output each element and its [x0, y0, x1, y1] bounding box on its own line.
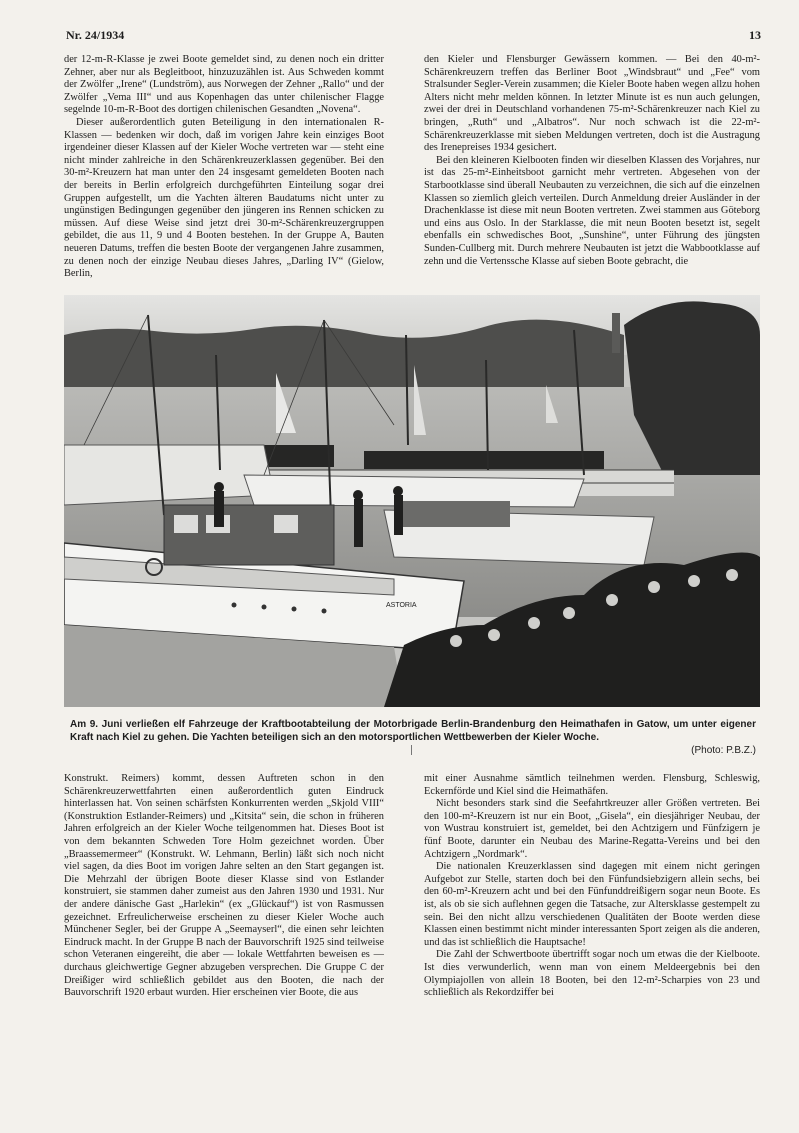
photo-caption	[70, 718, 756, 757]
photo-credit: (Photo: P.B.Z.)	[691, 745, 756, 756]
paragraph: Nicht besonders stark sind die Seefahrtkreuzer aller Größen vertreten. Bei den 100-m²-Kreuzern ist nur ein Boot, „Gisela“, ein diesjähriger Neubau, der von Wustrau konstruiert ist, gemeldet, bei den Achtzigern und Fünfzigern je fünf Boote, darunter ein Neubau des Marine-Regatta-Vereins und bei den Achtzigern „Nordmark“.	[424, 798, 760, 860]
caption-text: Am 9. Juni verließen elf Fahrzeuge der Kraftbootabteilung der Motorbrigade Berlin-Brandenburg den Heimathafen in Gatow, um unter eigener Kraft nach Kiel zu gehen. Die Yachten beteiligen sich an den motorsportlichen Wettbewerben der Kieler Woche.	[70, 719, 756, 743]
distant-tower	[612, 313, 620, 353]
far-shore-trees	[64, 320, 624, 395]
boat-name-label: ASTORIA	[386, 602, 417, 609]
page-number: 13	[749, 28, 761, 42]
text-column-bottom-right	[424, 773, 760, 1069]
boat-astoria-cabin	[164, 505, 334, 565]
paragraph: Die nationalen Kreuzerklassen sind dagegen mit einem nicht geringen Aufgebot zur Stelle, starten doch bei den Fünfundsiebzigern allein sechs, bei den 60-m²-Kreuzern acht und bei den Fünfunddreißigern sogar neun Boote. Es ist, als ob sie sich auflehnen gegen die Tatsache, zur Altersklasse gestempelt zu sein. Bei den nicht allzu verschiedenen Qualitäten der Boote werden diese Klassen einen bestimmt nicht minder interessanten Sport zeigen als die anderen, und das ist schließlich die Hauptsache!	[424, 861, 760, 948]
paragraph: der 12-m-R-Klasse je zwei Boote gemeldet sind, zu denen noch ein dritter Zehner, aber nur als Begleitboot, hinzuzuzählen ist. Aus Schweden kommt der Zwölfer „Irene“ (Lundström), aus Norwegen der Zehner „Rallo“ und der Zwölfer „Vema III“ und aus Kopenhagen das unter chilenischer Flagge segelnde 10-m-R-Boot des dortigen chilenischen Gesandten „Novena“.	[64, 54, 384, 116]
paragraph: den Kieler und Flensburger Gewässern kommen. — Bei den 40-m²-Schärenkreuzern treffen das Berliner Boot „Windsbraut“ und „Fee“ vom Stralsunder Segler-Verein zusammen; die Kieler Boote haben wegen allzu hohen Alters nicht mehr melden können. In letzter Minute ist es nun auch gelungen, zwei der drei in Deutschland vorhandenen 75-m²-Schärenkreuzer nach Kiel zu bringen, „Ruth“ und „Albatros“. Nur noch schwach ist die 22-m²-Schärenkreuzerklasse mit sieben Meldungen vertreten, doch ist die Austragung des Irenepreises 1934 gesichert.	[424, 54, 760, 154]
photo-illustration	[64, 295, 760, 707]
paragraph: mit einer Ausnahme sämtlich teilnehmen werden. Flensburg, Schleswig, Eckernförde und Kiel sind die Heimathäfen.	[424, 773, 760, 797]
cabin	[400, 501, 510, 527]
boat-left-back	[64, 445, 274, 505]
column-divider-mark	[411, 745, 412, 755]
issue-number: Nr. 24/1934	[66, 28, 125, 42]
paragraph: Bei den kleineren Kielbooten finden wir dieselben Klassen des Vorjahres, nur ist das 25-m²-Einheitsboot garnicht mehr vertreten. Abgesehen von der Starbootklasse sind überall Neubauten zu verzeichnen, die sich auf die einzelnen Klassen so ziemlich gleich verteilen. Durch Anmeldung dreier Ausländer in der Drachenklasse ist diese mit neun Booten vertreten. Zwei stammen aus Göteborg und eins aus Oslo. In der Starklasse, die mit neun Booten besetzt ist, segelt ebenfalls ein schwedisches Boot, „Sunshine“, unter Führung des jüngsten Sunden-Cullberg mit. Durch mehrere Neubauten ist jetzt die Wabbootklasse auf zehn und die Vertenssche Klasse auf sieben Boote gebracht, die	[424, 154, 760, 267]
paragraph: Konstrukt. Reimers) kommt, dessen Auftreten schon in den Schärenkreuzerwettfahrten einen außerordentlich guten Eindruck hinterlassen hat. Von seinen schärfsten Konkurrenten werden „Skjold VIII“ (Konstruktion Estlander-Reimers) und „Kitsita“ sein, die schon in früheren Jahren erfolgreich an der Kieler Woche teilgenommen hat. Dieses Boot ist von dem bekannten Schweden Tore Holm gezeichnet worden. Über „Braassemermeer“ (Konstrukt. W. Lehmann, Berlin) läßt sich noch nicht viel sagen, da dies Boot im vorigen Jahre selten an den Start gegangen ist. Die Mehrzahl der übrigen Boote dieser Klasse sind von Estlander konstruiert, sie stammen daher zumeist aus den Jahren 1930 und 1931. Nur der andere dänische Gast „Harlekin“ (ex „Glückauf“) ist von Rasmussen gezeichnet. Erfreulicherweise erscheinen zu dieser Kieler Woche auch Münchener Segler, bei der Gruppe A „Seemayserl“, die einen sehr leichten Eindruck macht. In der Gruppe B nach der Bauvorschrift 1925 sind teilweise schon Veteranen eingereiht, die aber — lokale Wettfahrten beweisen es — durchaus gleichwertige Gegner abzugeben versprechen. Die Gruppe C der Dreißiger wird schließlich gebildet aus den Booten, die nach der Bauvorschrift 1920 erbaut wurden. Hier erscheinen vier Boote, die aus	[64, 773, 384, 999]
text-column-top-right	[424, 54, 760, 288]
paragraph: Dieser außerordentlich guten Beteiligung in den internationalen R-Klassen — bedenken wir doch, daß im vorigen Jahre kein einziges Boot irgendeiner dieser Klassen auf der Kieler Woche vertreten war — steht eine nicht minder zahlreiche in den Schärenkreuzerklassen gegenüber. Bei den 30-m²-Kreuzern hat man unter den 24 insgesamt gemeldeten Booten nach der bereits in Berlin erfolgreich durchgeführten Einteilung sogar drei Gruppen aufgestellt, um die Yachten älteren Baudatums nicht unter zu ungünstigen Bedingungen gegenüber den jüngeren ins Rennen schicken zu müssen. Auf diese Weise sind jetzt drei 30-m²-Schärenkreuzergruppen gebildet, die aus 11, 9 und 4 Booten bestehen. In der Gruppe A, Bauten neueren Datums, treffen die besten Boote der vergangenen Jahre zusammen, zu denen noch der einzige Neubau dieses Jahres, „Darling IV“ (Gielow, Berlin,	[64, 116, 384, 280]
page-header	[66, 28, 761, 44]
text-column-bottom-left	[64, 773, 384, 1069]
harbor-photo	[64, 295, 760, 707]
text-column-top-left	[64, 54, 384, 288]
paragraph: Die Zahl der Schwertboote übertrifft sogar noch um etwas die der Kielboote. Ist dies verwunderlich, wenn man von einem Meldeergebnis bei den Olympiajollen von allein 18 Booten, bei den 12-m²-Scharpies von 23 und schließlich als Rekordziffer bei	[424, 949, 760, 999]
